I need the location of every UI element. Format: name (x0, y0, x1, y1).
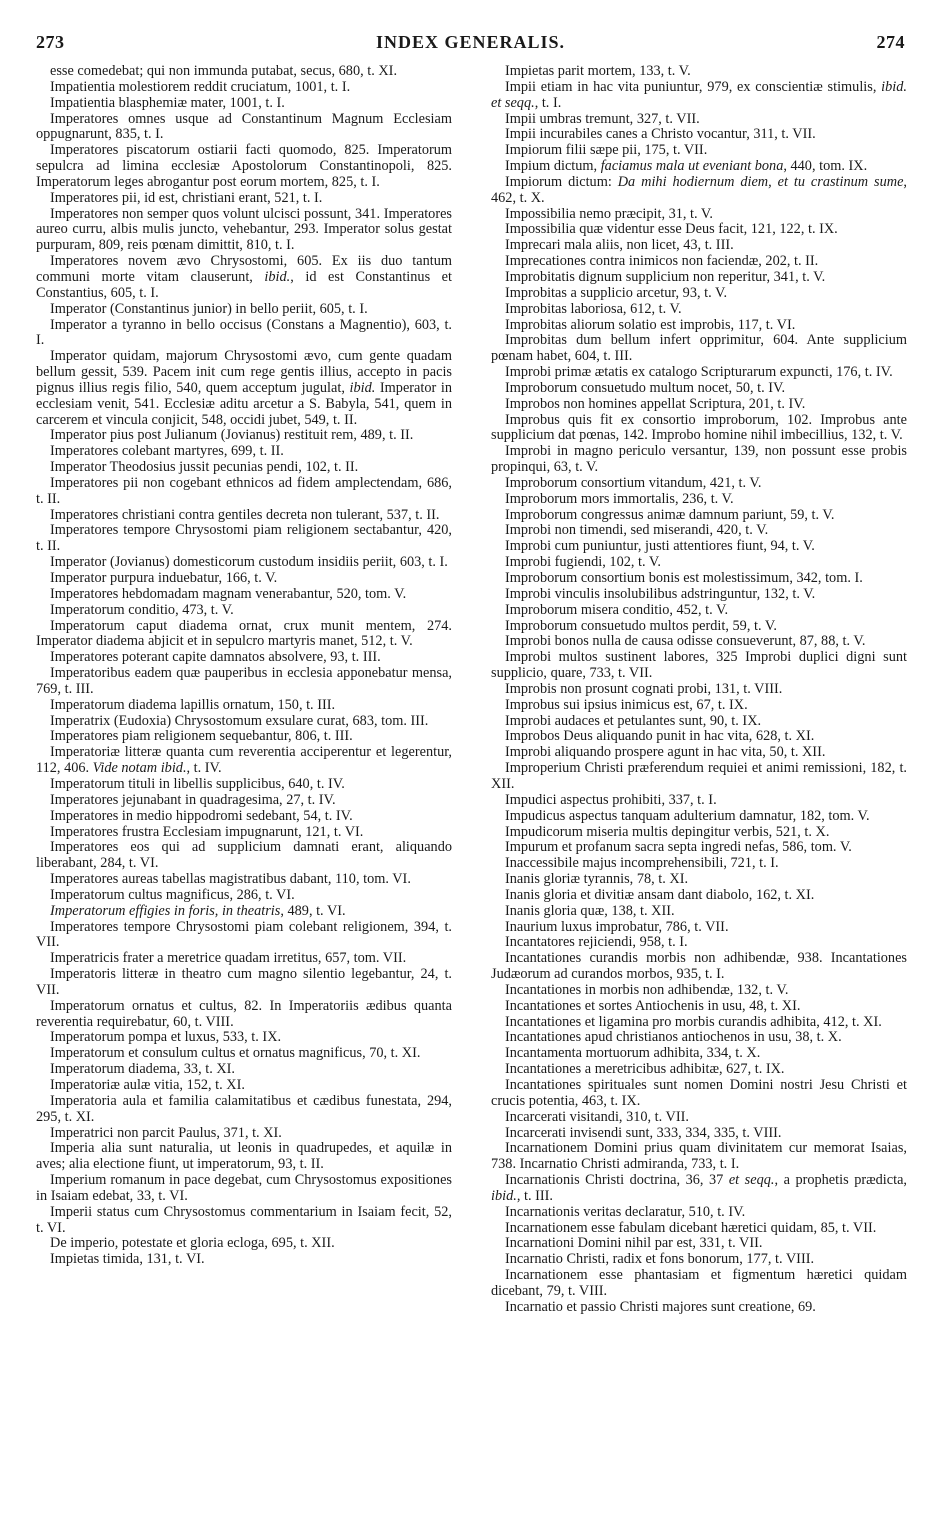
entry-text: Imperatores frustra Ecclesiam impugnarunt, 121, t. VI. (50, 823, 364, 840)
index-entry (36, 809, 452, 825)
page-title: INDEX GENERALIS. (375, 32, 566, 52)
index-entry (36, 1173, 452, 1205)
entry-text: Imperatores hebdomadam magnam venerabantur, 520, tom. V. (50, 585, 407, 602)
entry-text: Imperator a tyranno in bello occisus (Constans a Magnentio), 603, t. I. (36, 316, 452, 349)
entry-text: , 440, tom. IX. (783, 158, 868, 175)
entry-text: Improborum consortium bonis est molestissimum, 342, tom. I. (505, 570, 863, 586)
index-entry (491, 951, 907, 983)
entry-text: Imperatorum ornatus et cultus, 82. In Imperatoriis ædibus quanta reverentia requirebatur, 60, t. VIII. (36, 997, 452, 1030)
entry-text: , id est Constantinus et Constantius, 605, t. I. (36, 268, 452, 301)
index-entry (36, 444, 452, 460)
entry-text: Incantatores rejiciendi, 958, t. I. (505, 934, 688, 951)
entry-text: Improbi multos sustinent labores, 325 Improbi duplici digni sunt supplicio, quare, 733, t. VII. (491, 649, 907, 682)
entry-text: Imperia alia sunt naturalia, ut leonis in quadrupedes, et aquilæ in aves; alia electione fiunt, ut imperatorum, 93, t. II. (36, 1140, 452, 1173)
entry-italic-text: Vide notam ibid. (92, 760, 187, 777)
index-entry (491, 603, 907, 619)
index-entry (36, 207, 452, 255)
entry-text: Imperatores jejunabant in quadragesima, 27, t. IV. (50, 791, 336, 808)
entry-text: Imperator Theodosius jussit pecunias pendi, 102, t. II. (50, 459, 359, 476)
index-entry (491, 254, 907, 270)
entry-text: Inaccessibile majus incomprehensibili, 721, t. I. (505, 855, 779, 872)
entry-text: , 462, t. X. (491, 173, 907, 206)
index-entry (491, 1268, 907, 1300)
entry-italic-text: Imperatorum effigies in foris, in theatris (50, 902, 281, 919)
entry-text: Improbi non timendi, sed miserandi, 420, t. V. (505, 522, 769, 539)
index-entry (491, 413, 907, 445)
entry-text: De imperio, potestate et gloria ecloga, 695, t. XII. (50, 1235, 335, 1252)
index-entry (36, 967, 452, 999)
entry-text: Imperatorum et consulum cultus et ornatus magnificus, 70, t. XI. (50, 1045, 421, 1062)
entry-text: Inanis gloria et divitiæ ansam dant diabolo, 162, t. XI. (505, 886, 815, 903)
entry-text: Imperatores in medio hippodromi sedebant, 54, t. IV. (50, 807, 353, 824)
entry-text: Imperatoriæ aulæ vitia, 152, t. XI. (50, 1077, 245, 1093)
index-entry (491, 238, 907, 254)
entry-italic-text: Da mihi hodiernum diem, et tu crastinum sume (617, 173, 904, 190)
entry-text: Imperatorum conditio, 473, t. V. (50, 601, 234, 618)
index-entry (36, 745, 452, 777)
index-entry (36, 714, 452, 730)
index-entry (36, 476, 452, 508)
entry-text: Impudicorum miseria multis depingitur verbis, 521, t. X. (505, 823, 830, 840)
index-entry (491, 904, 907, 920)
index-entry (491, 840, 907, 856)
entry-text: Imprecari mala aliis, non licet, 43, t. III. (505, 237, 734, 254)
index-entry (36, 1078, 452, 1094)
index-entry (36, 1141, 452, 1173)
entry-text: , t. I. (534, 94, 562, 111)
entry-text: Improbitatis dignum supplicium non reperitur, 341, t. V. (505, 268, 826, 285)
entry-text: Impiorum dictum: (505, 173, 618, 190)
entry-text: Imperator quidam, majorum Chrysostomi ævo, cum gente quadam bellum gessit, 539. Pacem init cum rege gentis illius, accepto in pacis pignus illius regis filio, 540, quem acceptum jugulat, (36, 348, 452, 396)
index-entry (491, 143, 907, 159)
index-entry (36, 904, 452, 920)
entry-text: Inanis gloriæ tyrannis, 78, t. XI. (505, 871, 689, 888)
entry-text: Incarnationi Domini nihil par est, 331, t. VII. (505, 1235, 763, 1252)
entry-text: Impii etiam in hac vita puniuntur, 979, ex conscientiæ stimulis, (505, 78, 882, 95)
index-entry (36, 650, 452, 666)
index-entry (491, 397, 907, 413)
index-entry (36, 508, 452, 524)
index-entry (491, 729, 907, 745)
index-entry (36, 666, 452, 698)
index-entry (36, 555, 452, 571)
entry-text: Imperatores poterant capite damnatos absolvere, 93, t. III. (50, 649, 381, 666)
entry-italic-text: ibid. et seqq. (491, 78, 907, 111)
entry-text: Incantationes a meretricibus adhibitæ, 627, t. IX. (505, 1061, 785, 1078)
entry-text: Impossibilia quæ videntur esse Deus facit, 121, 122, t. IX. (505, 221, 838, 238)
right-column (491, 64, 907, 1316)
index-entry (36, 777, 452, 793)
entry-text: , a prophetis prædicta, (774, 1172, 908, 1189)
entry-text: Imperatoriæ litteræ quanta cum reverentia acciperentur et legerentur, 112, 406. (36, 744, 452, 777)
entry-text: Inanis gloria quæ, 138, t. XII. (505, 902, 675, 919)
entry-text: Improbi vinculis insolubilibus adstringuntur, 132, t. V. (505, 585, 816, 602)
index-entry (36, 888, 452, 904)
entry-text: Incarnationis Christi doctrina, 36, 37 (505, 1172, 729, 1189)
entry-text: Improborum consuetudo multum nocet, 50, t. IV. (505, 379, 786, 396)
index-entry (491, 1173, 907, 1205)
entry-text: Impudici aspectus prohibiti, 337, t. I. (505, 791, 717, 808)
entry-text: Improperium Christi præferendum requiei et animi remissioni, 182, t. XII. (491, 760, 907, 792)
entry-text: Imperatores piscatorum ostiarii facti quomodo, 825. Imperatorum sepulcra ad limina ecclesiæ Apostolorum Constantinopoli, 825. Imperatorum leges abrogantur post eorum mortem, 825, t. I. (36, 142, 452, 190)
entry-text: Imperatorum pompa et luxus, 533, t. IX. (50, 1029, 282, 1046)
index-entry (491, 809, 907, 825)
index-entry (36, 460, 452, 476)
index-entry (36, 729, 452, 745)
index-entry (491, 825, 907, 841)
index-entry (491, 539, 907, 555)
index-entry (491, 1030, 907, 1046)
index-entry (36, 349, 452, 428)
index-entry (491, 333, 907, 365)
entry-text: Impossibilia nemo præcipit, 31, t. V. (505, 205, 713, 222)
index-entry (491, 523, 907, 539)
entry-text: Improbus sui ipsius inimicus est, 67, t. IX. (505, 696, 748, 713)
entry-text: esse comedebat; qui non immunda putabat, secus, 680, t. XI. (50, 63, 398, 79)
entry-text: Improbitas dum bellum infert opprimitur, 604. Ante supplicium pœnam habet, 604, t. III. (491, 332, 907, 365)
index-entry (491, 112, 907, 128)
entry-text: Imperatorum diadema lapillis ornatum, 150, t. III. (50, 696, 336, 713)
index-entry (36, 951, 452, 967)
index-entry (36, 1030, 452, 1046)
entry-text: Imperatores novem ævo Chrysostomi, 605. Ex iis duo tantum communi morte vitam clauserunt, (36, 253, 452, 285)
entry-text: Imperatores piam religionem sequebantur, 806, t. III. (50, 728, 353, 745)
entry-text: Imperatores colebant martyres, 699, t. II. (50, 443, 284, 460)
index-entry (36, 80, 452, 96)
entry-text: Improborum misera conditio, 452, t. V. (505, 601, 729, 618)
index-entry (36, 1062, 452, 1078)
entry-text: Incarnationis veritas declaratur, 510, t. IV. (505, 1203, 746, 1220)
index-entry (36, 1252, 452, 1268)
entry-text: Incantationes in morbis non adhibendæ, 132, t. V. (505, 981, 789, 998)
index-entry (491, 318, 907, 334)
index-entry (491, 444, 907, 476)
entry-text: Impii umbras tremunt, 327, t. VII. (505, 110, 700, 127)
index-entry (491, 682, 907, 698)
entry-italic-text: ibid. (264, 268, 291, 285)
index-entry (491, 698, 907, 714)
entry-text: Impatientia blasphemiæ mater, 1001, t. I. (50, 94, 285, 111)
entry-text: , t. III. (516, 1187, 553, 1204)
index-entry (491, 365, 907, 381)
index-entry (491, 935, 907, 951)
index-entry (491, 634, 907, 650)
index-entry (491, 745, 907, 761)
index-entry (491, 555, 907, 571)
index-entry (491, 270, 907, 286)
entry-text: Imperium romanum in pace degebat, cum Chrysostomus expositiones in Isaiam edebat, 33, t. VI. (36, 1172, 452, 1204)
index-entry (491, 650, 907, 682)
entry-text: Incarnationem esse fabulam dicebant hæretici quidam, 85, t. VII. (505, 1219, 877, 1236)
index-entry (36, 793, 452, 809)
entry-text: Improbitas laboriosa, 612, t. V. (505, 300, 682, 317)
index-entry (36, 428, 452, 444)
index-entry (491, 1221, 907, 1237)
index-entry (36, 302, 452, 318)
index-entry (491, 619, 907, 635)
entry-text: Improbitas a supplicio arcetur, 93, t. V. (505, 284, 728, 301)
entry-italic-text: faciamus mala ut eveniant bona (600, 158, 784, 175)
index-entry (36, 698, 452, 714)
entry-text: Imperatorum tituli in libellis supplicibus, 640, t. IV. (50, 775, 345, 792)
index-entry (491, 1046, 907, 1062)
entry-text: Impiorum filii sæpe pii, 175, t. VII. (505, 142, 708, 159)
index-entry (491, 1300, 907, 1316)
index-entry (491, 872, 907, 888)
index-entry (36, 619, 452, 651)
entry-text: Imperator pius post Julianum (Jovianus) restituit rem, 489, t. II. (50, 427, 414, 444)
entry-text: Incarcerati invisendi sunt, 333, 334, 335, t. VIII. (505, 1124, 782, 1141)
index-entry (36, 1094, 452, 1126)
index-entry (36, 254, 452, 302)
entry-text: Impii incurabiles canes a Christo vocantur, 311, t. VII. (505, 126, 816, 143)
index-entry (491, 761, 907, 793)
entry-text: Incarcerati visitandi, 310, t. VII. (505, 1108, 689, 1125)
entry-text: Imprecationes contra inimicos non faciendæ, 202, t. II. (505, 253, 819, 270)
entry-text: Incantationes spirituales sunt nomen Domini nostri Jesu Christi et crucis potentia, 463, t. IX. (491, 1077, 907, 1109)
index-entry (491, 127, 907, 143)
index-entry (36, 96, 452, 112)
index-entry (491, 888, 907, 904)
entry-text: Imperatrix (Eudoxia) Chrysostomum exsulare curat, 683, tom. III. (50, 712, 429, 729)
index-entry (491, 793, 907, 809)
entry-text: Impium dictum, (505, 158, 601, 175)
entry-text: Impudicus aspectus tanquam adulterium damnatur, 182, tom. V. (505, 807, 870, 824)
entry-text: Imperatorum cultus magnificus, 286, t. VI. (50, 886, 295, 903)
index-entry (491, 207, 907, 223)
index-entry (491, 1110, 907, 1126)
entry-text: Incantationes apud christianos antiochenos in usu, 38, t. X. (505, 1029, 842, 1046)
index-entry (36, 872, 452, 888)
entry-italic-text: et seqq. (728, 1172, 775, 1189)
index-entry (36, 920, 452, 952)
entry-text: Improbi audaces et petulantes sunt, 90, t. IX. (505, 712, 762, 729)
entry-text: Imperatoribus eadem quæ pauperibus in ecclesia apponebatur mensa, 769, t. III. (36, 665, 452, 697)
entry-text: Imperii status cum Chrysostomus commentarium in Isaiam fecit, 52, t. VI. (36, 1203, 452, 1236)
entry-text: Imperatores pii, id est, christiani erant, 521, t. I. (50, 189, 323, 206)
entry-text: Imperatores aureas tabellas magistratibus dabant, 110, tom. VI. (50, 871, 411, 888)
entry-text: Impietas parit mortem, 133, t. V. (505, 63, 691, 79)
entry-text: Imperatores omnes usque ad Constantinum Magnum Ecclesiam oppugnarunt, 835, t. I. (36, 110, 452, 143)
index-entry (491, 381, 907, 397)
entry-text: Improbi in magno periculo versantur, 139, non possunt esse probis propinqui, 63, t. V. (491, 443, 907, 476)
index-entry (491, 1252, 907, 1268)
entry-italic-text: ibid. (349, 379, 376, 396)
index-entry (36, 1046, 452, 1062)
entry-text: Improbi fugiendi, 102, t. V. (505, 554, 661, 571)
entry-text: Improbi primæ ætatis ex catalogo Scripturarum expuncti, 176, t. IV. (505, 364, 893, 381)
index-entry (36, 1126, 452, 1142)
index-entry (36, 825, 452, 841)
page-header (36, 32, 905, 58)
entry-text: Improbis non prosunt cognati probi, 131, t. VIII. (505, 680, 783, 697)
index-entry (491, 983, 907, 999)
entry-text: Imperatores tempore Chrysostomi piam religionem sectabantur, 420, t. II. (36, 522, 452, 555)
index-entry (491, 159, 907, 175)
entry-text: Imperatoria aula et familia calamitatibus et cædibus funestata, 294, 295, t. XI. (36, 1092, 452, 1125)
entry-text: Imperator in ecclesiam venit, 541. Ecclesiæ aditu arcetur a S. Babyla, 541, quem in carcerem et vincula conjicit, 548, occidi jubet, 549, t. II. (36, 379, 452, 428)
index-entry (491, 476, 907, 492)
entry-text: Incarnatio Christi, radix et fons bonorum, 177, t. VIII. (505, 1251, 815, 1268)
entry-text: Improborum mors immortalis, 236, t. V. (505, 490, 734, 507)
entry-text: Imperatricis frater a meretrice quadam irretitus, 657, tom. VII. (50, 950, 407, 967)
entry-text: Imperatoris litteræ in theatro cum magno silentio legebantur, 24, t. VII. (36, 966, 452, 998)
entry-text: Imperatores non semper quos volunt ulcisci possunt, 341. Imperatores aureo curru, albis mulis juncto, vehebantur, 293. Imperator solus gestat purpuram, 809, reis pœnam dimittit, 810, t. I. (36, 205, 452, 254)
index-entry (491, 302, 907, 318)
index-entry (36, 1236, 452, 1252)
index-entry (491, 80, 907, 112)
index-entry (36, 523, 452, 555)
index-entry (36, 1205, 452, 1237)
entry-text: Incantationes et sortes Antiochenis in usu, 48, t. XI. (505, 997, 801, 1014)
entry-text: Imperatores eos qui ad supplicium damnati erant, aliquando liberabant, 284, t. VI. (36, 839, 452, 872)
index-entry (491, 999, 907, 1015)
entry-text: Imperatorum caput diadema ornat, crux munit mentem, 274. Imperator diadema abjicit et in sepulcro martyris manet, 512, t. V. (36, 617, 452, 650)
index-entry (36, 143, 452, 191)
index-entry (36, 587, 452, 603)
entry-text: Improbitas aliorum solatio est improbis, 117, t. VI. (505, 316, 796, 333)
entry-text: Imperatores pii non cogebant ethnicos ad fidem amplectendam, 686, t. II. (36, 474, 452, 507)
entry-text: Imperator purpura induebatur, 166, t. V. (50, 570, 278, 586)
index-entry (491, 1126, 907, 1142)
index-entry (36, 112, 452, 144)
entry-text: Improborum consuetudo multos perdit, 59, t. V. (505, 617, 777, 634)
index-entry (36, 840, 452, 872)
index-entry (491, 856, 907, 872)
entry-text: Incarnationem esse phantasiam et figmentum hæretici quidam dicebant, 79, t. VIII. (491, 1267, 907, 1299)
entry-text: Incantationes et ligamina pro morbis curandis adhibita, 412, t. XI. (505, 1013, 882, 1030)
index-entry (491, 1078, 907, 1110)
entry-text: Imperatorum diadema, 33, t. XI. (50, 1061, 236, 1078)
entry-text: Incantationes curandis morbis non adhibendæ, 938. Incantationes Judæorum ad curandos morbos, 935, t. I. (491, 950, 907, 983)
index-entry (36, 318, 452, 350)
entry-text: Impatientia molestiorem reddit cruciatum, 1001, t. I. (50, 78, 351, 95)
index-entry (491, 920, 907, 936)
index-entry (491, 222, 907, 238)
entry-text: Improbi bonos nulla de causa odisse consueverunt, 87, 88, t. V. (505, 633, 866, 650)
index-entry (491, 508, 907, 524)
index-entry (491, 587, 907, 603)
index-entry (491, 492, 907, 508)
entry-text: Improbos non homines appellat Scriptura, 201, t. IV. (505, 395, 806, 412)
page-number-right: 274 (876, 32, 905, 52)
left-column (36, 64, 452, 1268)
entry-italic-text: ibid. (491, 1187, 517, 1204)
entry-text: Improbi aliquando prospere agunt in hac vita, 50, t. XII. (505, 744, 826, 761)
index-entry (491, 286, 907, 302)
entry-text: Imperatrici non parcit Paulus, 371, t. XI. (50, 1124, 282, 1141)
entry-text: Improbi cum puniuntur, justi attentiores fiunt, 94, t. V. (505, 538, 815, 555)
entry-text: , 489, t. VI. (280, 902, 346, 919)
entry-text: Imperator (Constantinus junior) in bello periit, 605, t. I. (50, 300, 368, 317)
index-entry (491, 1062, 907, 1078)
index-entry (491, 1205, 907, 1221)
index-entry (36, 571, 452, 587)
index-entry (491, 175, 907, 207)
entry-text: Improborum congressus animæ damnum pariunt, 59, t. V. (505, 506, 835, 523)
entry-text: Improborum consortium vitandum, 421, t. V. (505, 474, 762, 491)
entry-text: Inaurium luxus improbatur, 786, t. VII. (505, 918, 729, 935)
index-entry (36, 603, 452, 619)
index-entry (491, 571, 907, 587)
index-entry (491, 1141, 907, 1173)
index-entry (36, 191, 452, 207)
entry-text: Imperatores tempore Chrysostomi piam colebant religionem, 394, t. VII. (36, 918, 452, 951)
entry-text: Incarnationem Domini prius quam divinitatem cur memorat Isaias, 738. Incarnatio Christi admiranda, 733, t. I. (491, 1140, 907, 1173)
index-entry (36, 999, 452, 1031)
entry-text: Incantamenta mortuorum adhibita, 334, t. X. (505, 1045, 761, 1062)
index-entry (36, 64, 452, 80)
entry-text: , t. IV. (186, 760, 222, 777)
entry-text: Improbus quis fit ex consortio improborum, 102. Improbus ante supplicium dat pœnas, 142. Improbo homine nihil imbecillius, 132, t. V. (491, 411, 907, 444)
index-entry (491, 1236, 907, 1252)
index-entry (491, 714, 907, 730)
index-entry (491, 1015, 907, 1031)
entry-text: Improbos Deus aliquando punit in hac vita, 628, t. XI. (505, 728, 815, 745)
entry-text: Incarnatio et passio Christi majores sunt creatione, 69. (505, 1298, 816, 1315)
entry-text: Impietas timida, 131, t. VI. (50, 1251, 205, 1268)
entry-text: Imperator (Jovianus) domesticorum custodum insidiis periit, 603, t. I. (50, 554, 448, 571)
entry-text: Imperatores christiani contra gentiles decreta non tulerant, 537, t. II. (50, 506, 440, 523)
page-number-left: 273 (36, 32, 65, 52)
index-entry (491, 64, 907, 80)
entry-text: Impurum et profanum sacra septa ingredi nefas, 586, tom. V. (505, 839, 852, 856)
